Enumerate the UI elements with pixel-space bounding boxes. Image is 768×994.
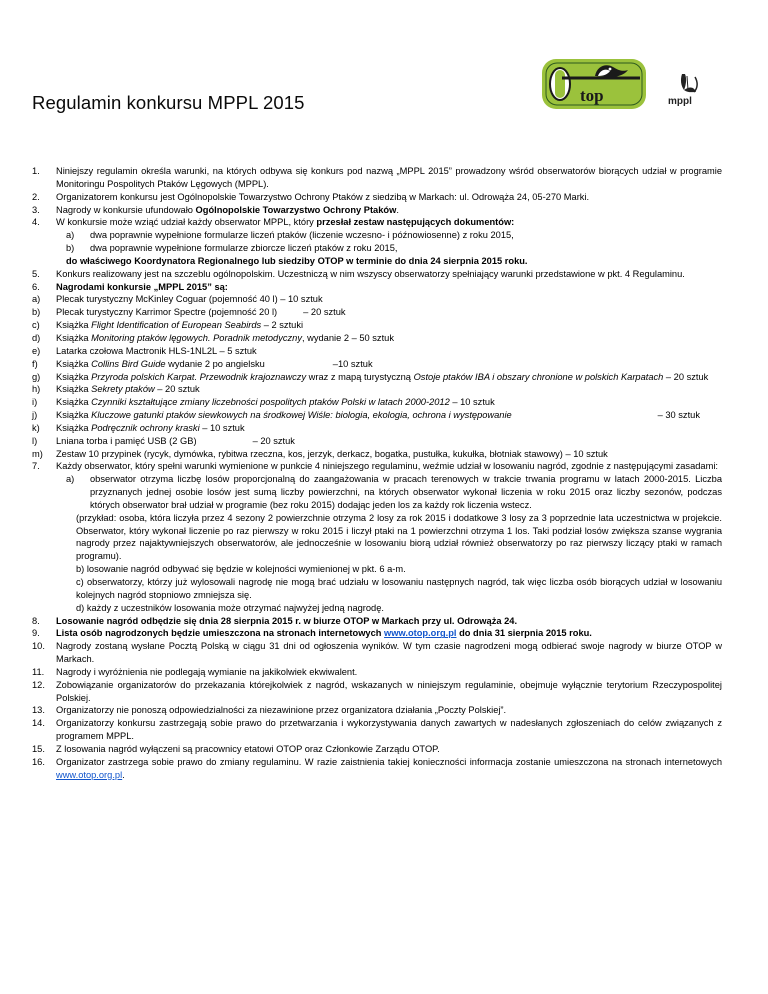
rule-13: 13. Organizatorzy nie ponoszą odpowiedzialności za niezawinione przez organizatora działania „Poczty Polskiej”. xyxy=(32,705,507,716)
rule-8: 8. Losowanie nagród odbędzie się dnia 28 sierpnia 2015 r. w biurze OTOP w Markach przy ul. Odrowąża 24. xyxy=(32,615,518,626)
prize-h: h) Książka Sekrety ptaków – 20 sztuk xyxy=(32,384,200,395)
rule-15: 15. Z losowania nagród wyłączeni są pracownicy etatowi OTOP oraz Członkowie Zarządu OTOP. xyxy=(32,743,440,754)
otop-website-link-footer[interactable]: www.otop.org.pl xyxy=(56,769,123,780)
rule-3: 3. Nagrody w konkursie ufundowało Ogólnopolskie Towarzystwo Ochrony Ptaków. xyxy=(32,204,399,215)
rule-10: 10. Nagrody zostaną wysłane Pocztą Polską w ciągu 31 dni od ogłoszenia wyników. W tym czasie nagrodzeni mogą odbierać swoje nagrody w biurze OTOP w Markach. xyxy=(32,641,722,665)
prize-a: a) Plecak turystyczny McKinley Coguar (pojemność 40 l) – 10 sztuk xyxy=(32,294,323,305)
otop-logo xyxy=(540,58,648,110)
rule-2: 2. Organizatorem konkursu jest Ogólnopolskie Towarzystwo Ochrony Ptaków z siedzibą w Markach: ul. Odrowąża 24, 05-270 Marki. xyxy=(32,191,590,202)
rule-7-sub-b: b) losowanie nagród odbywać się będzie w kolejności wymienionej w pkt. 6 a-m. xyxy=(76,564,406,575)
prize-d: d) Książka Monitoring ptaków lęgowych. Poradnik metodyczny, wydanie 2 – 50 sztuk xyxy=(32,332,394,343)
rule-7: 7. Każdy obserwator, który spełni warunki wymienione w punkcie 4 niniejszego regulaminu, weźmie udział w losowaniu nagród, zgodnie z następującymi zasadami: xyxy=(32,461,718,472)
rule-4-sub-b: b) dwa poprawnie wypełnione formularze zbiorcze liczeń ptaków z roku 2015, xyxy=(66,243,398,254)
prize-b: b) Plecak turystyczny Karrimor Spectre (pojemność 20 l) – 20 sztuk xyxy=(32,307,346,318)
prize-j: j) Książka Kluczowe gatunki ptaków siewkowych na środkowej Wiśle: biologia, ekologia, ochrona i występowanie – 30 sztuk xyxy=(32,410,700,421)
svg-text:mppl: mppl xyxy=(668,96,692,107)
rule-5: 5. Konkurs realizowany jest na szczeblu ogólnopolskim. Uczestniczą w nim wszyscy obserwatorzy spełniający warunki przedstawione w pkt. 4 Regulaminu. xyxy=(32,268,685,279)
prize-m: m) Zestaw 10 przypinek (rycyk, dymówka, rybitwa rzeczna, kos, jerzyk, derkacz, bogatka, pustułka, kukułka, błotniak stawowy) – 10 sztuk xyxy=(32,448,608,459)
rule-7-sub-c: c) obserwatorzy, którzy już wylosowali nagrodę nie mogą brać udziału w losowaniu następnych nagród, tak więc liczba osób biorących udział w losowaniu kolejnych nagród stopniowo zmniejsza się. xyxy=(76,577,722,600)
prize-c: c) Książka Flight Identification of European Seabirds – 2 sztuki xyxy=(32,320,304,331)
regulation-body xyxy=(32,165,722,782)
rule-9: 9. Lista osób nagrodzonych będzie umieszczona na stronach internetowych www.otop.org.pl do dnia 31 sierpnia 2015 roku. xyxy=(32,628,592,639)
rule-7-example: (przykład: osoba, która liczyła przez 4 sezony 2 powierzchnie otrzyma 2 losy za rok 2015 i dodatkowe 3 losy za 3 poprzednie lata uczestnictwa w projekcie. Obserwator, który wykonał liczenie po raz pierwszy w roku 2015 i liczył ptaki na 1 powierzchni otrzyma 1 los. Taki podział losów zwiększa szanse wygrania nagrody przez najaktywniejszych obserwatorów, ale jednocześnie w losowaniu biorą udział również obserwatorzy po raz pierwszy liczący ptaki w ramach programu). xyxy=(76,512,722,562)
rule-16: 16. Organizator zastrzega sobie prawo do zmiany regulaminu. W razie zaistnienia takiej konieczności informacja zostanie umieszczona na stronach internetowych www.otop.org.pl. xyxy=(32,756,722,780)
rule-4: 4. W konkursie może wziąć udział każdy obserwator MPPL, który przesłał zestaw następujących dokumentów: xyxy=(32,217,515,228)
rule-4-sub-a: a) dwa poprawnie wypełnione formularze liczeń ptaków (liczenie wczesno- i późnowiosenne) z roku 2015, xyxy=(66,230,514,241)
document-title: Regulamin konkursu MPPL 2015 xyxy=(32,92,305,113)
rule-1: 1. Niniejszy regulamin określa warunki, na których odbywa się konkurs pod nazwą „MPPL 2015” prowadzony wśród obserwatorów biorących udział w programie Monitoringu Pospolitych Ptaków Lęgowych (MPPL). xyxy=(32,166,722,189)
otop-website-link[interactable]: www.otop.org.pl xyxy=(384,628,457,639)
rule-14: 14. Organizatorzy konkursu zastrzegają sobie prawo do przetwarzania i wykorzystywania danych zawartych w nadesłanych zgłoszeniach do celów związanych z programem MPPL. xyxy=(32,718,722,742)
rule-6: 6. Nagrodami konkursie „MPPL 2015” są: xyxy=(32,281,228,292)
prize-f: f) Książka Collins Bird Guide wydanie 2 po angielsku –10 sztuk xyxy=(32,358,373,369)
prize-i: i) Książka Czynniki kształtujące zmiany liczebności pospolitych ptaków Polski w latach 2000-2012 – 10 sztuk xyxy=(32,397,495,408)
prize-e: e) Latarka czołowa Mactronik HLS-1NL2L – 5 sztuk xyxy=(32,345,257,356)
prize-l: l) Lniana torba i pamięć USB (2 GB) – 20 sztuk xyxy=(32,435,295,446)
rule-11: 11. Nagrody i wyróżnienia nie podlegają wymianie na jakikolwiek ekwiwalent. xyxy=(32,666,358,677)
prize-g: g) Książka Przyroda polskich Karpat. Przewodnik krajoznawczy wraz z mapą turystyczną Ostoje ptaków IBA i obszary chronione w polskich Karpatach – 20 sztuk xyxy=(32,371,709,382)
rule-7-sub-a: a) obserwator otrzyma liczbę losów proporcjonalną do zaangażowania w pracach terenowych w trakcie trwania programu w latach 2000-2015. Liczba przyznanych jednej osobie losów jest sumą liczby powierzchni, na których obserwator wykonał liczenia w roku 2015 oraz liczby sezonów, podczas których obserwator brał udział w programie (bez roku 2015) dodając jeden los za każdy rok liczenia wstecz. xyxy=(66,474,722,510)
rule-12: 12. Zobowiązanie organizatorów do przekazania którejkolwiek z nagród, wskazanych w niniejszym regulaminie, obejmuje wyłącznie terytorium Rzeczypospolitej Polskiej. xyxy=(32,679,722,703)
mppl-logo xyxy=(664,72,706,108)
rule-4-deadline: do właściwego Koordynatora Regionalnego lub siedziby OTOP w terminie do dnia 24 sierpnia 2015 roku. xyxy=(66,255,528,266)
rule-7-sub-d: d) każdy z uczestników losowania może otrzymać najwyżej jedną nagrodę. xyxy=(76,602,384,613)
svg-text:top: top xyxy=(580,86,604,105)
prize-k: k) Książka Podręcznik ochrony kraski – 10 sztuk xyxy=(32,422,245,433)
